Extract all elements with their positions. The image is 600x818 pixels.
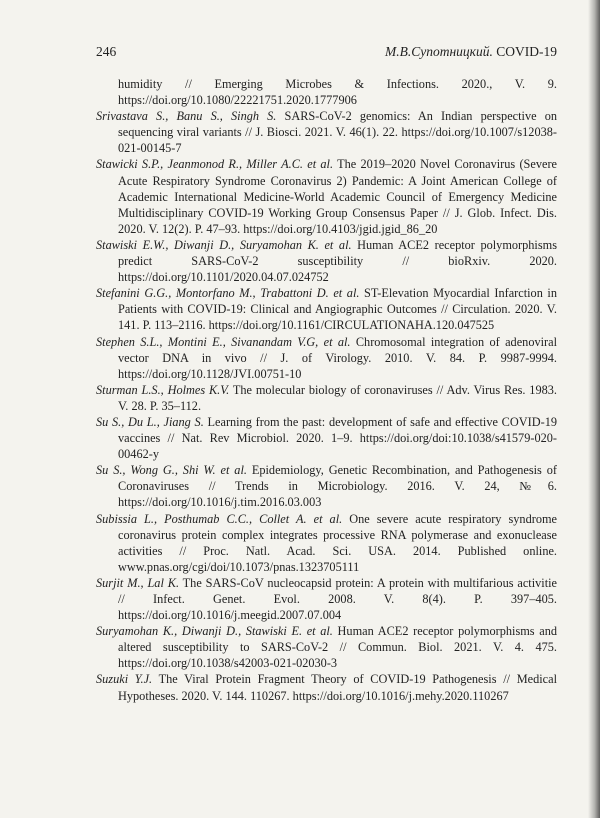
reference-entry: [96, 382, 557, 414]
reference-text: Human ACE2 receptor polymorphisms and altered susceptibility to SARS-CoV-2 // Commun. Biol. 2021. V. 4. 475. https://doi.org/10.1038/s42003-021-02030-3: [118, 624, 557, 671]
reference-text: SARS-CoV-2 genomics: An Indian perspective on sequencing viral variants // J. Biosci. 2021. V. 46(1). 22. https://doi.org/10.1007/s12038-021-00145-7: [118, 109, 557, 156]
reference-entry: [96, 575, 557, 623]
reference-entry: [96, 76, 557, 108]
reference-authors: Suryamohan K., Diwanji D., Stawiski E. et al.: [96, 624, 333, 639]
reference-entry: [96, 623, 557, 671]
running-head: [385, 44, 557, 60]
reference-text: The Viral Protein Fragment Theory of COVID-19 Pathogenesis // Medical Hypotheses. 2020. V. 144. 110267. https://doi.org/10.1016/j.mehy.2020.110267: [118, 672, 557, 703]
reference-entry: [96, 462, 557, 510]
reference-authors: Su S., Wong G., Shi W. et al.: [96, 463, 247, 478]
reference-entry: [96, 156, 557, 236]
reference-authors: Suzuki Y.J.: [96, 672, 153, 687]
running-head-author: М.В.Супотницкий.: [385, 44, 493, 59]
reference-entry: [96, 285, 557, 333]
reference-authors: Subissia L., Posthumab C.C., Collet A. et al.: [96, 511, 343, 526]
page-number: 246: [96, 44, 117, 59]
reference-text: Epidemiology, Genetic Recombination, and Pathogenesis of Coronaviruses // Trends in Microbiology. 2016. V. 24, №6. https://doi.org/10.1016/j.tim.2016.03.003: [118, 463, 557, 510]
reference-authors: Sturman L.S., Holmes K.V.: [96, 382, 230, 397]
reference-authors: Stawicki S.P., Jeanmonod R., Miller A.C. et al.: [96, 157, 334, 172]
reference-text: The molecular biology of coronaviruses // Adv. Virus Res. 1983. V. 28. P. 35–112.: [118, 382, 557, 413]
reference-entry: [96, 671, 557, 703]
reference-authors: Stawiski E.W., Diwanji D., Suryamohan K. et al.: [96, 237, 352, 252]
reference-text: The SARS-CoV nucleocapsid protein: A protein with multifarious activitie // Infect. Genet. Evol. 2008. V. 8(4). P. 397–405. https://doi.org/10.1016/j.meegid.2007.07.004: [118, 575, 557, 623]
page-edge-shadow: [588, 0, 600, 818]
reference-text: Human ACE2 receptor polymorphisms predict SARS-CoV-2 susceptibility // bioRxiv. 2020. https://doi.org/10.1101/2020.04.07.024752: [118, 237, 557, 285]
reference-entry: [96, 108, 557, 156]
reference-text: humidity // Emerging Microbes & Infections. 2020., V. 9. https://doi.org/10.1080/22221751.2020.1777906: [118, 77, 557, 108]
reference-text: One severe acute respiratory syndrome coronavirus protein complex integrates processive RNA polymerase and exonuclease activities // Proc. Natl. Acad. Sci. USA. 2014. Published online. www.pnas.org/cgi/doi/10.1073/pnas.1323705111: [118, 511, 557, 574]
reference-text: ST-Elevation Myocardial Infarction in Patients with COVID-19: Clinical and Angiographic Outcomes // Circulation. 2020. V. 141. P. 113–2116. https://doi.org/10.1161/CIRCULATIONAHA.120.047525: [118, 286, 558, 333]
reference-authors: Su S., Du L., Jiang S.: [96, 414, 204, 429]
reference-entry: [96, 237, 557, 285]
reference-authors: Surjit M., Lal K.: [96, 575, 180, 590]
reference-text: Chromosomal integration of adenoviral vector DNA in vivo // J. of Virology. 2010. V. 84. P. 9987-9994. https://doi.org/10.1128/JVI.00751-10: [118, 334, 557, 381]
reference-text: The 2019–2020 Novel Coronavirus (Severe Acute Respiratory Syndrome Coronavirus 2) Pandemic: A Joint American College of Academic International Medicine-World Academic Council of Emergency Medicine Multidisciplinary COVID-19 Working Group Consensus Paper // J. Glob. Infect. Dis. 2020. V. 12(2). P. 47–93. https://doi.org/10.4103/jgid.jgid_86_20: [118, 157, 557, 236]
reference-authors: Stephen S.L., Montini E., Sivanandam V.G, et al.: [96, 334, 351, 349]
running-head-title: COVID-19: [496, 44, 557, 59]
reference-entry: [96, 511, 557, 575]
reference-authors: Srivastava S., Banu S., Singh S.: [96, 109, 277, 124]
reference-list: [96, 76, 557, 704]
page-header: [96, 44, 557, 64]
reference-authors: Stefanini G.G., Montorfano M., Trabattoni D. et al.: [96, 286, 360, 301]
reference-text: Learning from the past: development of safe and effective COVID-19 vaccines // Nat. Rev Microbiol. 2020. 1–9. https://doi.org/doi:10.1038/s41579-020-00462-y: [118, 414, 557, 462]
reference-entry: [96, 414, 557, 462]
reference-entry: [96, 334, 557, 382]
